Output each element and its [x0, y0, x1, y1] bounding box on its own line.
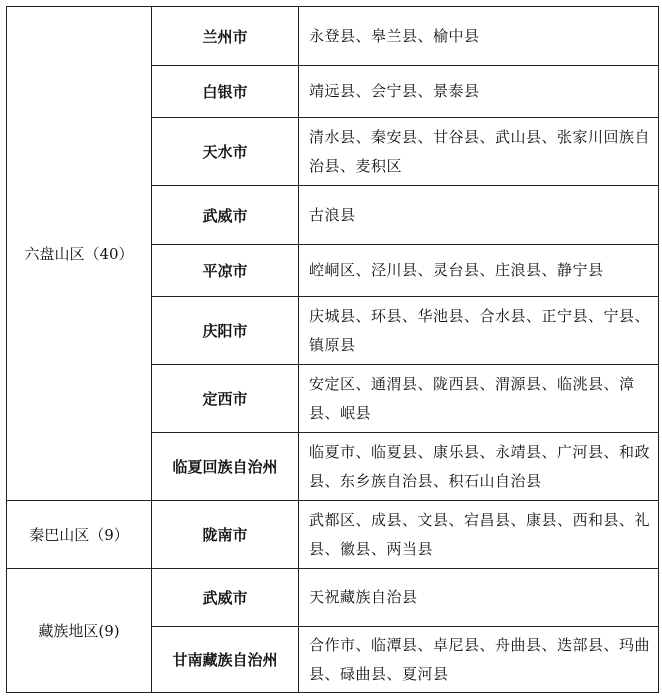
city-name: 武威市	[152, 569, 299, 627]
city-name: 平凉市	[152, 245, 299, 297]
county-list: 庆城县、环县、华池县、合水县、正宁县、宁县、镇原县	[299, 297, 659, 365]
city-name: 兰州市	[152, 7, 299, 66]
city-name: 白银市	[152, 66, 299, 118]
table-row	[7, 569, 659, 627]
city-name: 武威市	[152, 186, 299, 245]
county-list: 合作市、临潭县、卓尼县、舟曲县、迭部县、玛曲县、碌曲县、夏河县	[299, 627, 659, 693]
region-name: 秦巴山区（9）	[7, 501, 152, 569]
county-list: 崆峒区、泾川县、灵台县、庄浪县、静宁县	[299, 245, 659, 297]
city-name: 定西市	[152, 365, 299, 433]
county-list: 安定区、通渭县、陇西县、渭源县、临洮县、漳县、岷县	[299, 365, 659, 433]
city-name: 天水市	[152, 118, 299, 186]
city-name: 庆阳市	[152, 297, 299, 365]
county-list: 天祝藏族自治县	[299, 569, 659, 627]
table-row	[7, 7, 659, 66]
county-list: 清水县、秦安县、甘谷县、武山县、张家川回族自治县、麦积区	[299, 118, 659, 186]
city-name: 陇南市	[152, 501, 299, 569]
county-list: 靖远县、会宁县、景泰县	[299, 66, 659, 118]
region-name: 六盘山区（40）	[7, 7, 152, 501]
city-name: 临夏回族自治州	[152, 433, 299, 501]
table-row	[7, 501, 659, 569]
county-list: 永登县、皋兰县、榆中县	[299, 7, 659, 66]
county-list: 古浪县	[299, 186, 659, 245]
city-name: 甘南藏族自治州	[152, 627, 299, 693]
region-name: 藏族地区(9)	[7, 569, 152, 693]
county-list: 武都区、成县、文县、宕昌县、康县、西和县、礼县、徽县、两当县	[299, 501, 659, 569]
poverty-region-table	[6, 6, 659, 693]
county-list: 临夏市、临夏县、康乐县、永靖县、广河县、和政县、东乡族自治县、积石山自治县	[299, 433, 659, 501]
